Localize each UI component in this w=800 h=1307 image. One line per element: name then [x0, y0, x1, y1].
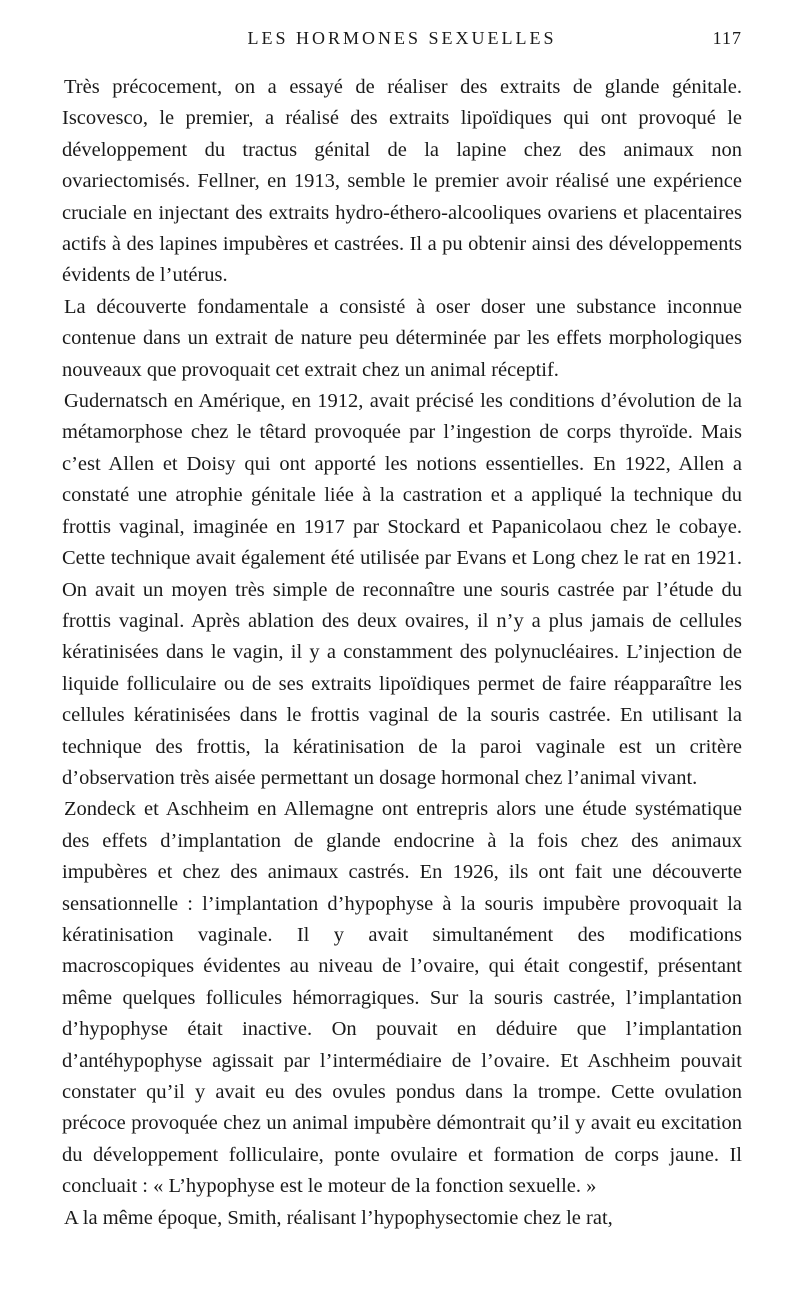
paragraph-3: Gudernatsch en Amérique, en 1912, avait précisé les conditions d’évolution de la métamorphose chez le têtard provoquée par l’ingestion de corps thyroïde. Mais c’est Allen et Doisy qui ont apporté les notions essentielles. En 1922, Allen a constaté une atrophie génitale liée à la castration et a appliqué la technique du frottis vaginal, imaginée en 1917 par Stockard et Papanicolaou chez le cobaye. Cette technique avait également été utilisée par Evans et Long chez le rat en 1921. On avait un moyen très simple de reconnaître une souris castrée par l’étude du frottis vaginal. Après ablation des deux ovaires, il n’y a plus jamais de cellules kératinisées dans le vagin, il y a constamment des polynucléaires. L’injection de liquide folliculaire ou de ses extraits lipoïdiques permet de faire réapparaître les cellules kératinisées dans le frottis vaginal de la souris castrée. En utilisant la technique des frottis, la kératinisation de la paroi vaginale est un critère d’observation très aisée permettant un dosage hormonal chez l’animal vivant.: [62, 390, 742, 789]
paragraph-1: Très précocement, on a essayé de réaliser des extraits de glande génitale. Iscovesco, le premier, a réalisé des extraits lipoïdiques qui ont provoqué le développement du tractus génital de la lapine chez des animaux non ovariectomisés. Fellner, en 1913, semble le premier avoir réalisé une expérience cruciale en injectant des extraits hydro-éthero-alcooliques ovariens et placentaires actifs à des lapines impubères et castrées. Il a pu obtenir ainsi des développements évidents de l’utérus.: [62, 76, 742, 287]
paragraph-2: La découverte fondamentale a consisté à oser doser une substance inconnue contenue dans un extrait de nature peu déterminée par les effets morphologiques nouveaux que provoquait cet extrait chez un animal réceptif.: [62, 295, 742, 381]
page-number: 117: [712, 28, 742, 48]
body-text: [62, 72, 742, 1234]
book-page: [62, 28, 742, 1298]
running-head: [62, 28, 742, 58]
paragraph-5: A la même époque, Smith, réalisant l’hypophysectomie chez le rat,: [64, 1206, 613, 1229]
running-title: LES HORMONES SEXUELLES: [247, 28, 557, 48]
paragraph-4: Zondeck et Aschheim en Allemagne ont entrepris alors une étude systématique des effets d’implantation de glande endocrine à la fois chez des animaux impubères et chez des animaux castrés. En 1926, ils ont fait une découverte sensationnelle : l’implantation d’hypophyse à la souris impubère provoquait la kératinisation vaginale. Il y avait simultanément des modifications macroscopiques évidentes au niveau de l’ovaire, qui était congestif, présentant même quelques follicules hémorragiques. Sur la souris castrée, l’implantation d’hypophyse était inactive. On pouvait en déduire que l’implantation d’antéhypophyse agissait par l’intermédiaire de l’ovaire. Et Aschheim pouvait constater qu’il y avait eu des ovules pondus dans la trompe. Cette ovulation précoce provoquée chez un animal impubère démontrait qu’il y avait eu excitation du développement folliculaire, ponte ovulaire et formation de corps jaune. Il concluait : « L’hypophyse est le moteur de la fonction sexuelle. »: [62, 798, 742, 1198]
